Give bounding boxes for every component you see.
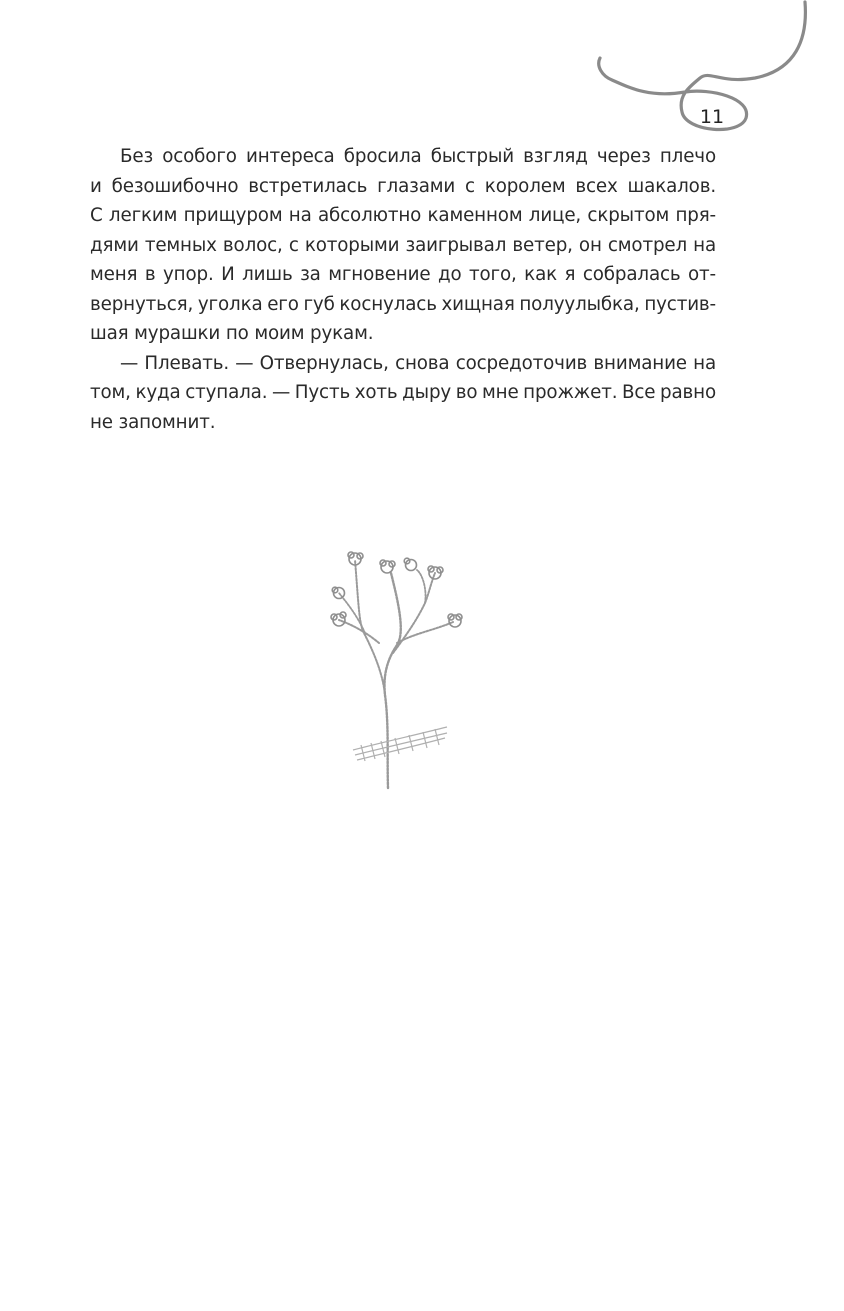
text-line: вернуться, уголка его губ коснулась хищная полуулыбка, пустив- [90, 293, 716, 315]
text-line: шая мурашки по моим рукам. [90, 323, 374, 344]
text-line: — Плевать. — Отвернулась, снова сосредоточив внимание на [120, 352, 716, 374]
text-line: не запомнит. [90, 411, 216, 433]
paragraph [90, 142, 716, 349]
text-line: Без особого интереса бросила быстрый взгляд через плечо [120, 146, 716, 167]
text-line: меня в упор. И лишь за мгновение до того, как я собралась от- [90, 264, 716, 285]
text-line: и безошибочно встретилась глазами с королем всех шакалов. [90, 175, 716, 197]
text-line: дями темных волос, с которыми заигрывал ветер, он смотрел на [90, 234, 716, 256]
body-text [90, 142, 716, 437]
paragraph [90, 349, 716, 438]
text-line: том, куда ступала. — Пусть хоть дыру во мне прожжет. Все равно [90, 382, 716, 403]
flower-sprig-icon [325, 545, 475, 795]
text-line: С легким прищуром на абсолютно каменном лице, скрытом пря- [90, 205, 716, 226]
page-number: 11 [699, 106, 725, 128]
